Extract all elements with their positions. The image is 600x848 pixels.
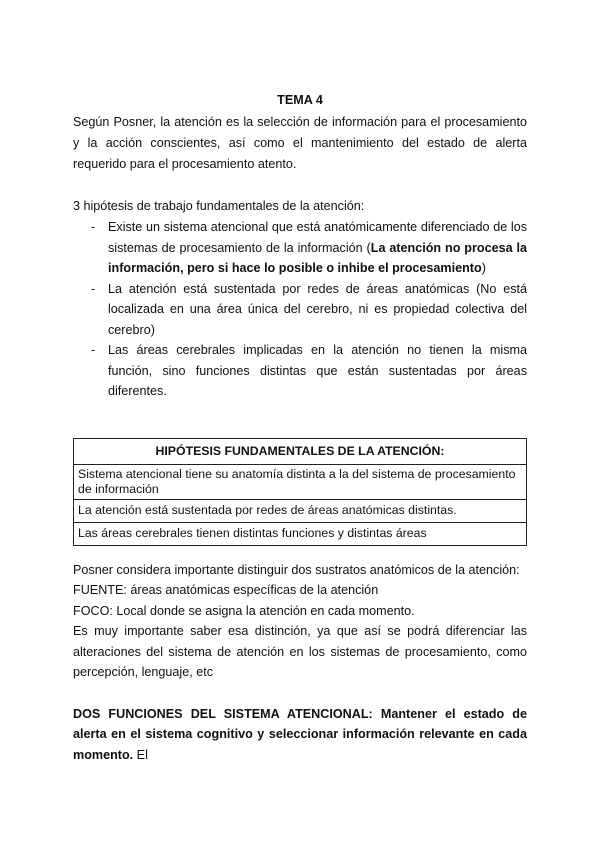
bullet-dash: - [91, 281, 96, 296]
table-cell: Las áreas cerebrales tienen distintas funciones y distintas áreas [74, 522, 527, 545]
hypotheses-intro: 3 hipótesis de trabajo fundamentales de la atención: [73, 199, 365, 213]
table-row [74, 464, 527, 499]
intro-paragraph: Según Posner, la atención es la selección de información para el procesamiento y la acción conscientes, así como el mantenimiento del estado de alerta requerido para el procesamiento atento. [73, 115, 527, 171]
hypotheses-list [73, 217, 527, 402]
bullet-text-end: ) [481, 261, 486, 275]
table-cell: La atención está sustentada por redes de áreas anatómicas distintas. [74, 499, 527, 522]
list-item [73, 340, 527, 402]
functions-paragraph [73, 704, 527, 766]
table-row [74, 522, 527, 545]
list-item [73, 279, 527, 341]
table-row [74, 499, 527, 522]
bullet-dash: - [91, 343, 96, 357]
document-page [73, 92, 527, 765]
bullet-text: Las áreas cerebrales implicadas en la atención no tienen la misma función, sino funciones distintas que están sustentadas por áreas diferentes. [108, 343, 527, 398]
list-item [73, 217, 527, 279]
bullet-text: La atención está sustentada por redes de áreas anatómicas (No está localizada en una área única del cerebro, ni es propiedad colectiva del cerebro) [108, 281, 527, 337]
page-title: TEMA 4 [277, 93, 323, 107]
posner-paragraph: Posner considera importante distinguir dos sustratos anatómicos de la atención: [73, 562, 520, 577]
table-header-row [74, 438, 527, 464]
distinction-paragraph: Es muy importante saber esa distinción, ya que así se podrá diferenciar las alteraciones del sistema de atención en los sistemas de procesamiento, como percepción, lenguaje, etc [73, 624, 527, 679]
hypotheses-table [73, 438, 527, 546]
functions-text: El [133, 747, 148, 762]
table-header: HIPÓTESIS FUNDAMENTALES DE LA ATENCIÓN: [74, 438, 527, 464]
foco-line: FOCO: Local donde se asigna la atención en cada momento. [73, 603, 415, 618]
bullet-dash: - [91, 220, 96, 234]
bullet-bold-text: La atención no procesa la información, pero si hace lo posible o inhibe el procesamiento [108, 240, 527, 275]
functions-bold-text: DOS FUNCIONES DEL SISTEMA ATENCIONAL: Mantener el estado de alerta en el sistema cognitivo y seleccionar información relevante en cada momento. [73, 706, 527, 762]
bullet-text: Existe un sistema atencional que está anatómicamente diferenciado de los sistemas de procesamiento de la información ( [108, 220, 527, 255]
fuente-line: FUENTE: áreas anatómicas específicas de la atención [73, 583, 379, 597]
table-cell: Sistema atencional tiene su anatomía distinta a la del sistema de procesamiento de información [74, 464, 527, 499]
